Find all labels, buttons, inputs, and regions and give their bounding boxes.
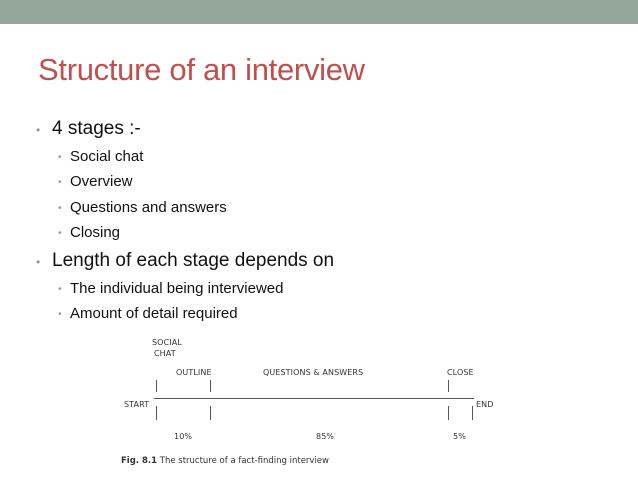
sub-bullet-item [58, 280, 284, 297]
fig-label-outline: OUTLINE [176, 368, 212, 377]
fig-label-close: CLOSE [447, 368, 474, 377]
bullet-dot-icon: • [36, 123, 41, 137]
bullet-item [36, 250, 335, 272]
bullet-dot-icon: • [36, 255, 41, 269]
bullet-text: Overview [70, 173, 133, 190]
bullet-text: Amount of detail required [70, 305, 238, 322]
tick-close-upper [448, 380, 449, 392]
fig-pct-close: 5% [453, 432, 466, 441]
bullet-dot-icon: • [58, 228, 62, 239]
tick-outline-lower [210, 406, 211, 420]
slide-title: Structure of an interview [38, 52, 365, 87]
fig-label-questions: QUESTIONS & ANSWERS [263, 368, 364, 377]
caption-text: The structure of a fact-finding interview [159, 456, 329, 466]
sub-bullet-item [58, 148, 144, 165]
figure-caption [121, 456, 329, 466]
bullet-dot-icon: • [58, 177, 62, 188]
sub-bullet-item [58, 199, 227, 216]
tick-end-lower [472, 406, 473, 420]
bullet-dot-icon: • [58, 284, 62, 295]
tick-social-upper [156, 380, 157, 392]
fig-label-chat: CHAT [154, 349, 176, 358]
bullet-text: Length of each stage depends on [52, 250, 335, 271]
bullet-dot-icon: • [58, 152, 62, 163]
fig-label-social: SOCIAL [152, 338, 182, 347]
fig-label-end: END [476, 400, 494, 409]
bullet-text: The individual being interviewed [70, 280, 284, 297]
top-banner [0, 0, 638, 24]
fig-label-start: START [124, 400, 150, 409]
interview-structure-figure [118, 336, 518, 476]
bullet-text: Social chat [70, 148, 144, 165]
bullet-dot-icon: • [58, 203, 62, 214]
tick-outline-upper [210, 380, 211, 392]
bullet-text: Closing [70, 224, 121, 241]
tick-social-lower [156, 406, 157, 420]
sub-bullet-item [58, 224, 121, 241]
sub-bullet-item [58, 173, 133, 190]
fig-pct-outline: 10% [174, 432, 193, 441]
timeline-line [154, 398, 474, 399]
fig-pct-questions: 85% [316, 432, 335, 441]
bullet-dot-icon: • [58, 309, 62, 320]
bullet-text: Questions and answers [70, 199, 227, 216]
caption-label: Fig. 8.1 [121, 456, 158, 466]
bullet-text: 4 stages :- [52, 118, 141, 139]
sub-bullet-item [58, 305, 238, 322]
bullet-item [36, 118, 141, 140]
tick-close-lower [448, 406, 449, 420]
